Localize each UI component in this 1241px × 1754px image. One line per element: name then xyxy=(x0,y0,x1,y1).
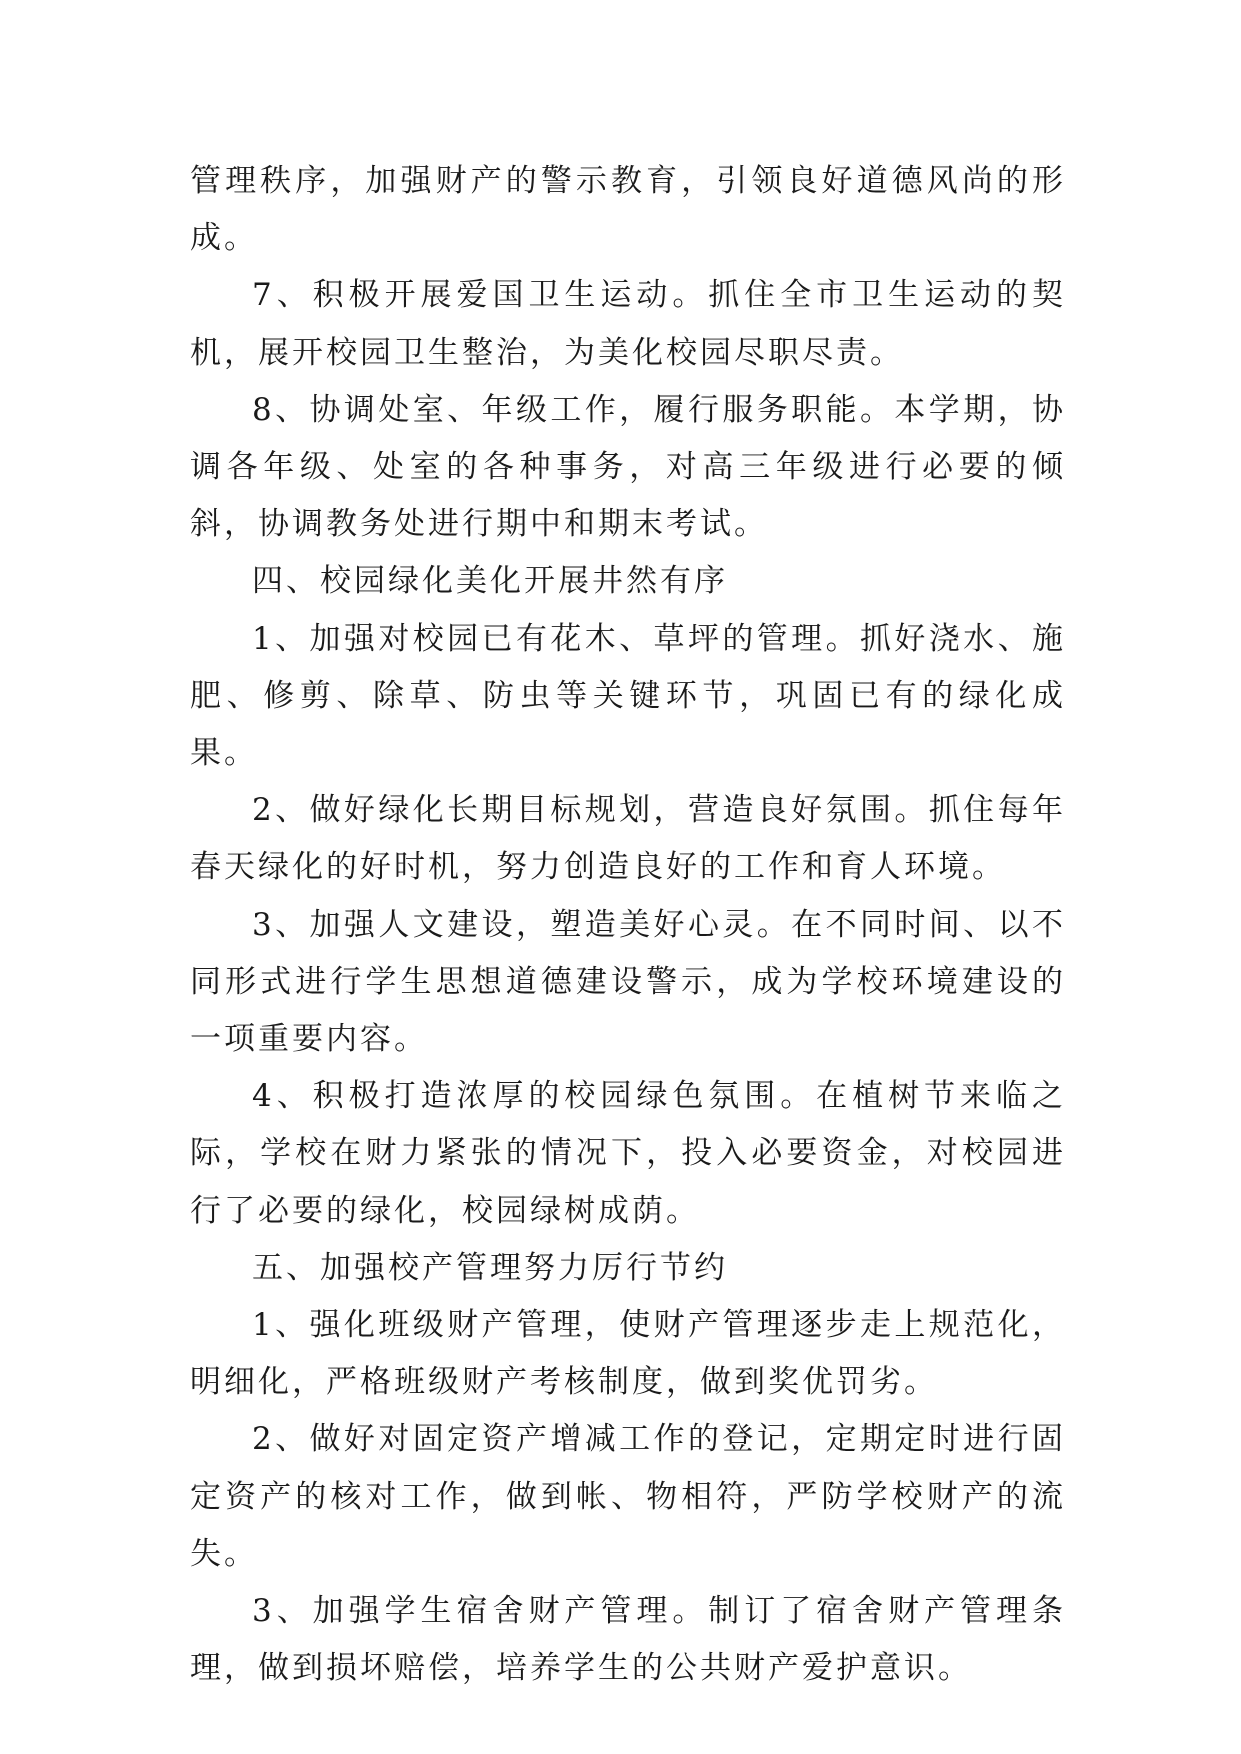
section-heading-5: 五、加强校产管理努力厉行节约 xyxy=(252,1249,728,1286)
paragraph-section5-item-3: 3、加强学生宿舍财产管理。制订了宿舍财产管理条理，做到损坏赔偿，培养学生的公共财产爱护意识。 xyxy=(190,1593,1066,1687)
paragraph-section4-item-3: 3、加强人文建设，塑造美好心灵。在不同时间、以不同形式进行学生思想道德建设警示，成为学校环境建设的一项重要内容。 xyxy=(190,906,1066,1058)
paragraph-section5-item-1: 1、强化班级财产管理，使财产管理逐步走上规范化，明细化，严格班级财产考核制度，做到奖优罚劣。 xyxy=(190,1307,1066,1401)
paragraph-item-7: 7、积极开展爱国卫生运动。抓住全市卫生运动的契机，展开校园卫生整治，为美化校园尽职尽责。 xyxy=(190,277,1066,371)
section-heading-4: 四、校园绿化美化开展井然有序 xyxy=(252,563,728,600)
paragraph-item-8: 8、协调处室、年级工作，履行服务职能。本学期，协调各年级、处室的各种事务，对高三年级进行必要的倾斜，协调教务处进行期中和期末考试。 xyxy=(190,391,1066,543)
paragraph-section5-item-2: 2、做好对固定资产增减工作的登记，定期定时进行固定资产的核对工作，做到帐、物相符，严防学校财产的流失。 xyxy=(190,1421,1066,1572)
paragraph-section4-item-1: 1、加强对校园已有花木、草坪的管理。抓好浇水、施肥、修剪、除草、防虫等关键环节，巩固已有的绿化成果。 xyxy=(190,620,1066,772)
paragraph-section4-item-4: 4、积极打造浓厚的校园绿色氛围。在植树节来临之际，学校在财力紧张的情况下，投入必要资金，对校园进行了必要的绿化，校园绿树成荫。 xyxy=(190,1078,1066,1229)
paragraph-continuation: 管理秩序，加强财产的警示教育，引领良好道德风尚的形成。 xyxy=(190,163,1066,257)
document-body xyxy=(190,153,1066,1697)
paragraph-section4-item-2: 2、做好绿化长期目标规划，营造良好氛围。抓住每年春天绿化的好时机，努力创造良好的工作和育人环境。 xyxy=(190,792,1066,886)
